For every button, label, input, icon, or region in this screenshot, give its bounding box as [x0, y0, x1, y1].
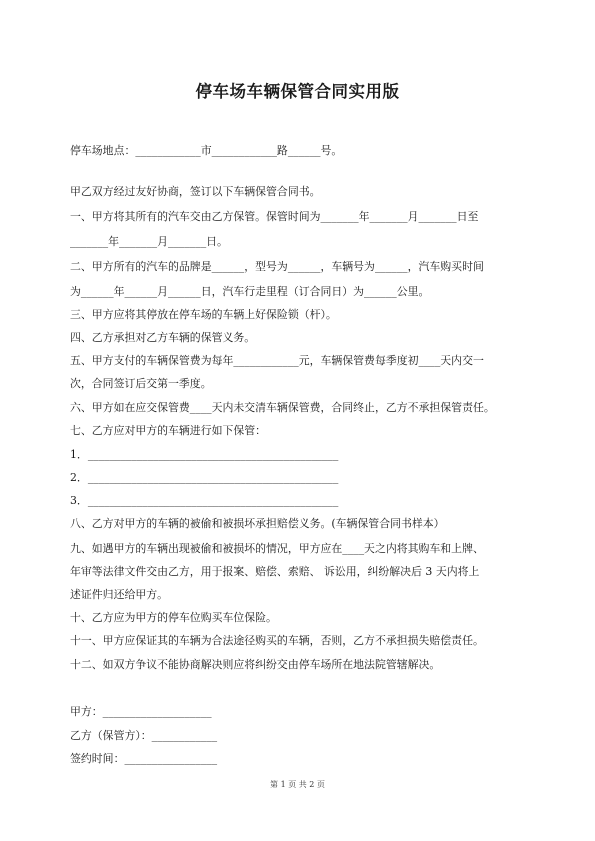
clause-11: 十一、甲方应保证其的车辆为合法途径购买的车辆，否则，乙方不承担损失赔偿责任。	[70, 634, 484, 647]
party-a-signature: 甲方：____________________	[70, 705, 212, 718]
clause-4: 四、乙方承担对乙方车辆的保管义务。	[70, 331, 256, 344]
sign-date: 签约时间：_________________	[70, 752, 218, 765]
clause-6: 六、甲方如在应交保管费____天内未交清车辆保管费，合同终止，乙方不承担保管责任。	[70, 401, 495, 414]
clause-9-line-3: 述证件归还给甲方。	[70, 588, 169, 601]
clause-9-line-2: 年审等法律文件交由乙方，用于报案、赔偿、索赔、 诉讼用，纠纷解决后 3 天内将上	[70, 565, 480, 578]
page-number: 第 1 页 共 2 页	[270, 780, 325, 789]
list-item-3: 3．______________________________________________	[70, 494, 339, 507]
intro-paragraph: 甲乙双方经过友好协商，签订以下车辆保管合同书。	[70, 185, 321, 198]
list-item-2: 2．______________________________________________	[70, 471, 339, 484]
clause-3: 三、甲方应将其停放在停车场的车辆上好保险锁（杆）。	[70, 308, 337, 321]
clause-10: 十、乙方应为甲方的停车位购买车位保险。	[70, 611, 277, 624]
clause-1-line-2: _______年_______月_______日。	[70, 235, 228, 248]
clause-9-line-1: 九、如遇甲方的车辆出现被偷和被损坏的情况，甲方应在____天之内将其购车和上牌、	[70, 542, 484, 555]
clause-12: 十二、如双方争议不能协商解决则应将纠纷交由停车场所在地法院管辖解决。	[70, 658, 441, 671]
clause-8: 八、乙方对甲方的车辆的被偷和被损坏承担赔偿义务。(车辆保管合同书样本）	[70, 517, 445, 530]
clause-2-line-2: 为______年______月______日，汽车行走里程（订合同日）为______公里。	[70, 285, 430, 298]
party-b-signature: 乙方（保管方）：____________	[70, 729, 218, 742]
clause-1-line-1: 一、甲方将其所有的汽车交由乙方保管。保管时间为_______年_______月_______日至	[70, 210, 479, 223]
clause-2-line-1: 二、甲方所有的汽车的品牌是______，型号为______，车辆号为______，汽车购买时间	[70, 260, 484, 273]
clause-5-line-1: 五、甲方支付的车辆保管费为每年____________元，车辆保管费每季度初____天内交一	[70, 354, 484, 367]
clause-5-line-2: 次，合同签订后交第一季度。	[70, 377, 212, 390]
document-title: 停车场车辆保管合同实用版	[195, 82, 400, 101]
clause-7: 七、乙方应对甲方的车辆进行如下保管：	[70, 424, 267, 437]
list-item-1: 1．______________________________________________	[70, 448, 339, 461]
location-line: 停车场地点：____________市____________路______号。	[70, 144, 343, 157]
